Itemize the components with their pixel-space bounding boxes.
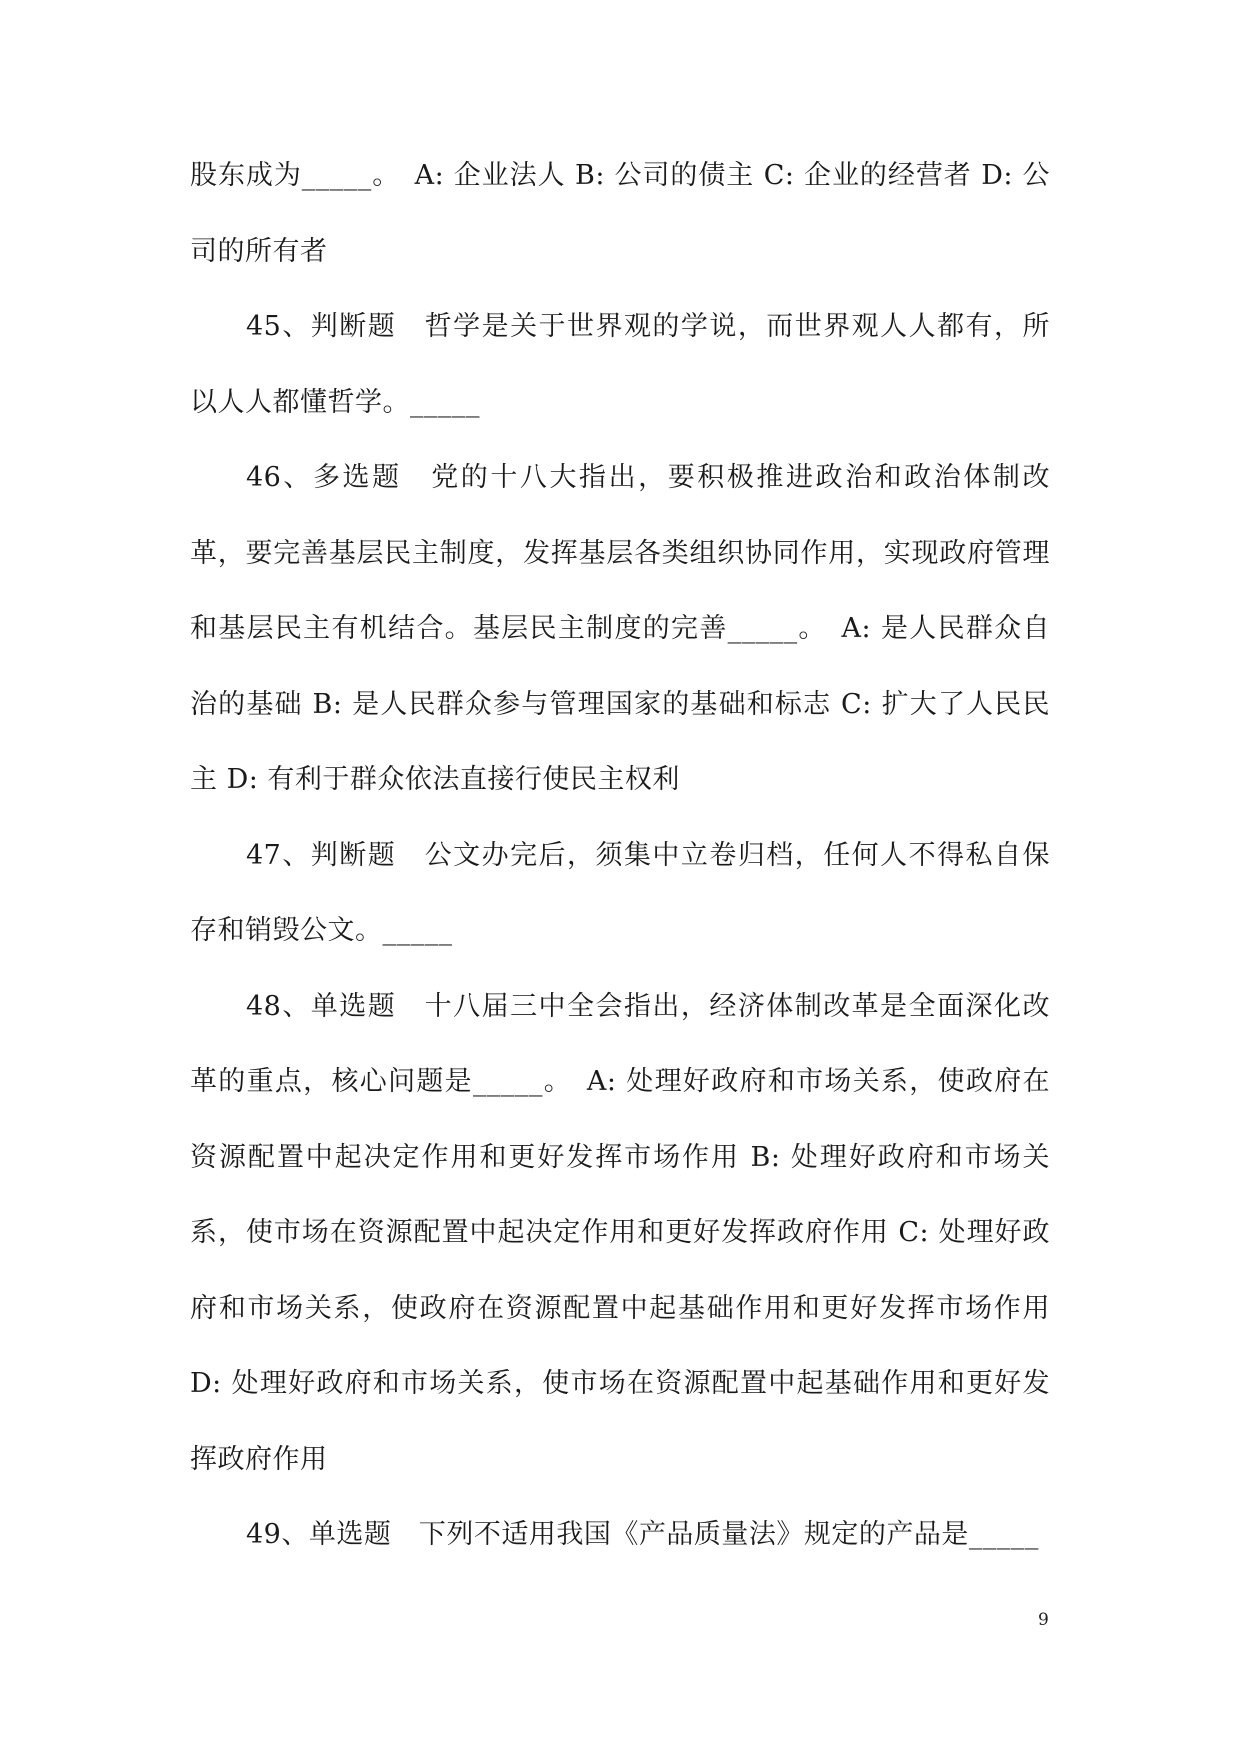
question-49: 49、单选题 下列不适用我国《产品质量法》规定的产品是_____ <box>246 1519 1039 1550</box>
question-46: 46、多选题 党的十八大指出，要积极推进政治和政治体制改革，要完善基层民主制度，发挥基层各类组织协同作用，实现政府管理和基层民主有机结合。基层民主制度的完善_____。 A: 是人民群众自治的基础 B: 是人民群众参与管理国家的基础和标志 C: 扩大了人民民主 D: 有利于群众依法直接行使民主权利 <box>190 462 1050 795</box>
question-48: 48、单选题 十八届三中全会指出，经济体制改革是全面深化改革的重点，核心问题是_____。 A: 处理好政府和市场关系，使政府在资源配置中起决定作用和更好发挥市场作用 B: 处理好政府和市场关系，使市场在资源配置中起决定作用和更好发挥政府作用 C: 处理好政府和市场关系，使政府在资源配置中起基础作用和更好发挥市场作用 D: 处理好政府和市场关系，使市场在资源配置中起基础作用和更好发挥政府作用 <box>190 990 1050 1475</box>
question-44-continuation: 股东成为_____。 A: 企业法人 B: 公司的债主 C: 企业的经营者 D: 公司的所有者 <box>190 160 1050 267</box>
question-45: 45、判断题 哲学是关于世界观的学说，而世界观人人都有，所以人人都懂哲学。_____ <box>190 311 1050 418</box>
question-47: 47、判断题 公文办完后，须集中立卷归档，任何人不得私自保存和销毁公文。_____ <box>190 839 1050 946</box>
page-number: 9 <box>1038 1610 1049 1630</box>
page-content <box>190 138 1050 1573</box>
